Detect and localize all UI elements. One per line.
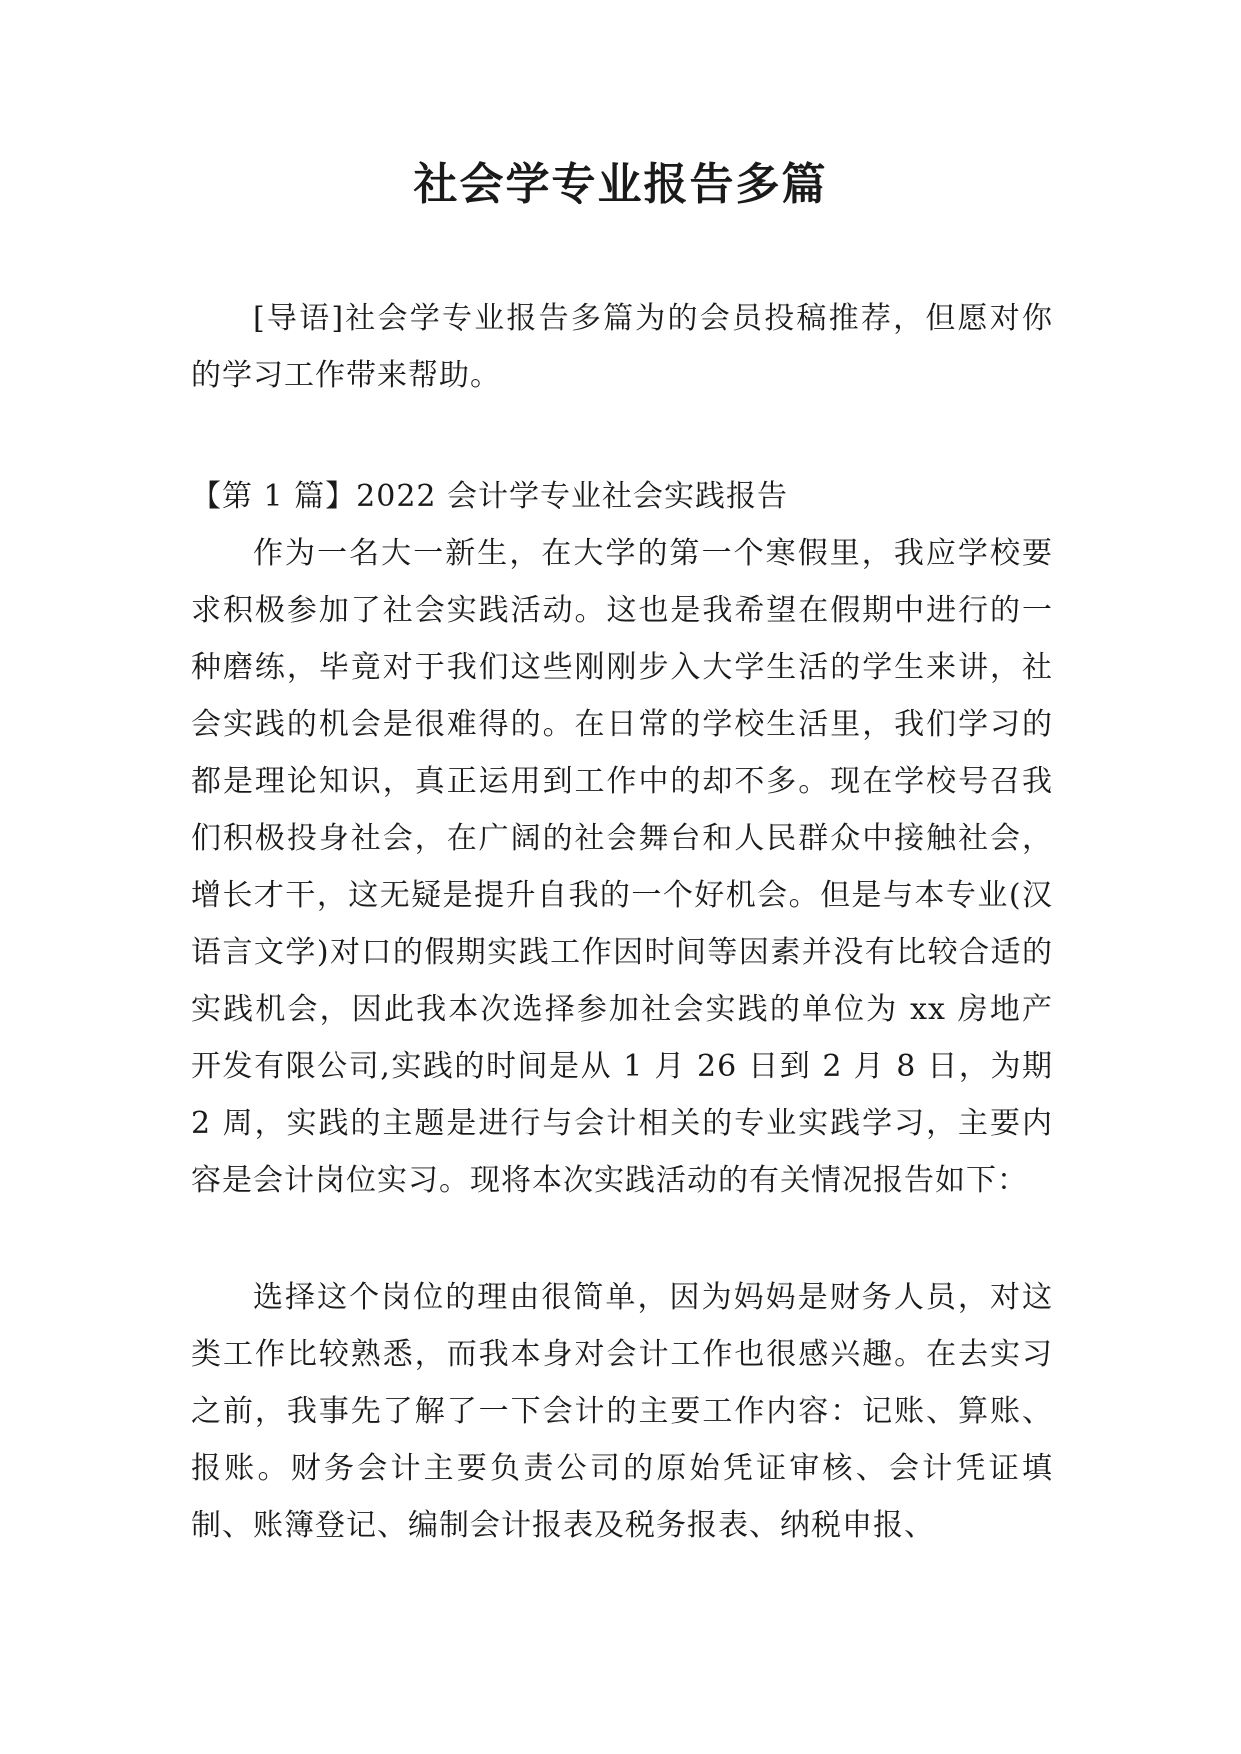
body-paragraph-2: 选择这个岗位的理由很简单，因为妈妈是财务人员，对这类工作比较熟悉，而我本身对会计工作也很感兴趣。在去实习之前，我事先了解了一下会计的主要工作内容：记账、算账、报账。财务会计主要负责公司的原始凭证审核、会计凭证填制、账簿登记、编制会计报表及税务报表、纳税申报、	[191, 1280, 1053, 1543]
section-heading: 【第 1 篇】2022 会计学专业社会实践报告	[191, 479, 789, 514]
intro-paragraph: [导语]社会学专业报告多篇为的会员投稿推荐，但愿对你的学习工作带来帮助。	[191, 301, 1053, 393]
body-paragraph-1: 作为一名大一新生，在大学的第一个寒假里，我应学校要求积极参加了社会实践活动。这也是我希望在假期中进行的一种磨练，毕竟对于我们这些刚刚步入大学生活的学生来讲，社会实践的机会是很难得的。在日常的学校生活里，我们学习的都是理论知识，真正运用到工作中的却不多。现在学校号召我们积极投身社会，在广阔的社会舞台和人民群众中接触社会，增长才干，这无疑是提升自我的一个好机会。但是与本专业(汉语言文学)对口的假期实践工作因时间等因素并没有比较合适的实践机会，因此我本次选择参加社会实践的单位为 xx 房地产开发有限公司,实践的时间是从 1 月 26 日到 2 月 8 日，为期 2 周，实践的主题是进行与会计相关的专业实践学习，主要内容是会计岗位实习。现将本次实践活动的有关情况报告如下：	[191, 536, 1053, 1198]
document-title: 社会学专业报告多篇	[413, 159, 828, 210]
